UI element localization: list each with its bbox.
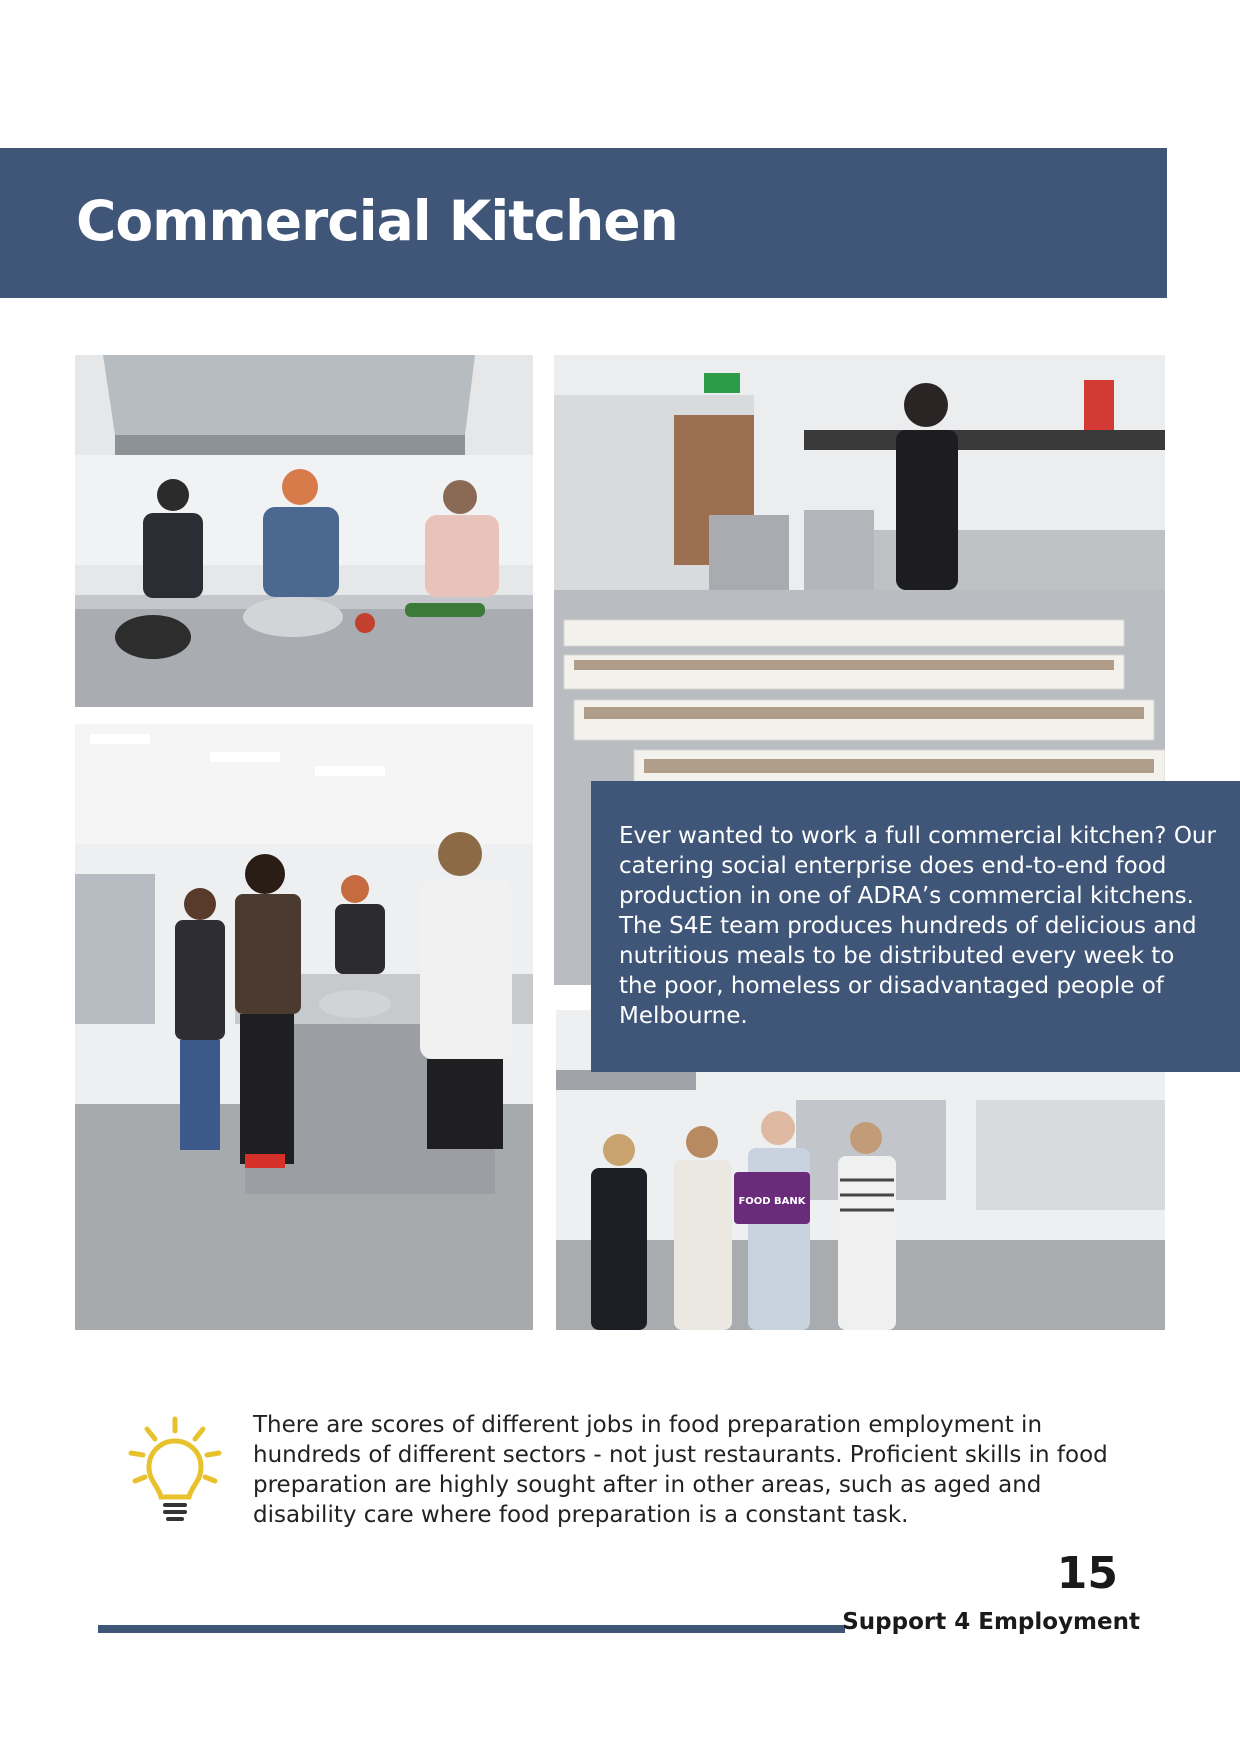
tip-text: There are scores of different jobs in food preparation employment in hundreds of different sectors - not just restaurants. Proficient skills in food preparation are highly sought after in other areas, such as aged and disability care where food preparation is a constant task. xyxy=(253,1412,1108,1528)
page-number: 15 xyxy=(1056,1548,1118,1599)
callout-box xyxy=(591,781,1240,1072)
title-band xyxy=(0,148,1167,298)
photo-team-food-prep xyxy=(75,724,533,1330)
lightbulb-icon xyxy=(125,1415,225,1525)
food-bank-sign-text: FOOD BANK xyxy=(738,1196,806,1207)
footer-divider xyxy=(98,1625,845,1633)
footer-label: Support 4 Employment xyxy=(842,1609,1140,1635)
page-title: Commercial Kitchen xyxy=(76,189,678,253)
photo-students-chopping xyxy=(75,355,533,707)
callout-text: Ever wanted to work a full commercial kitchen? Our catering social enterprise does end-to-end food production in one of ADRA’s commercial kitchens. The S4E team produces hundreds of delicious and nutritious meals to be distributed every week to the poor, homeless or disadvantaged people of Melbourne. xyxy=(619,823,1216,1029)
